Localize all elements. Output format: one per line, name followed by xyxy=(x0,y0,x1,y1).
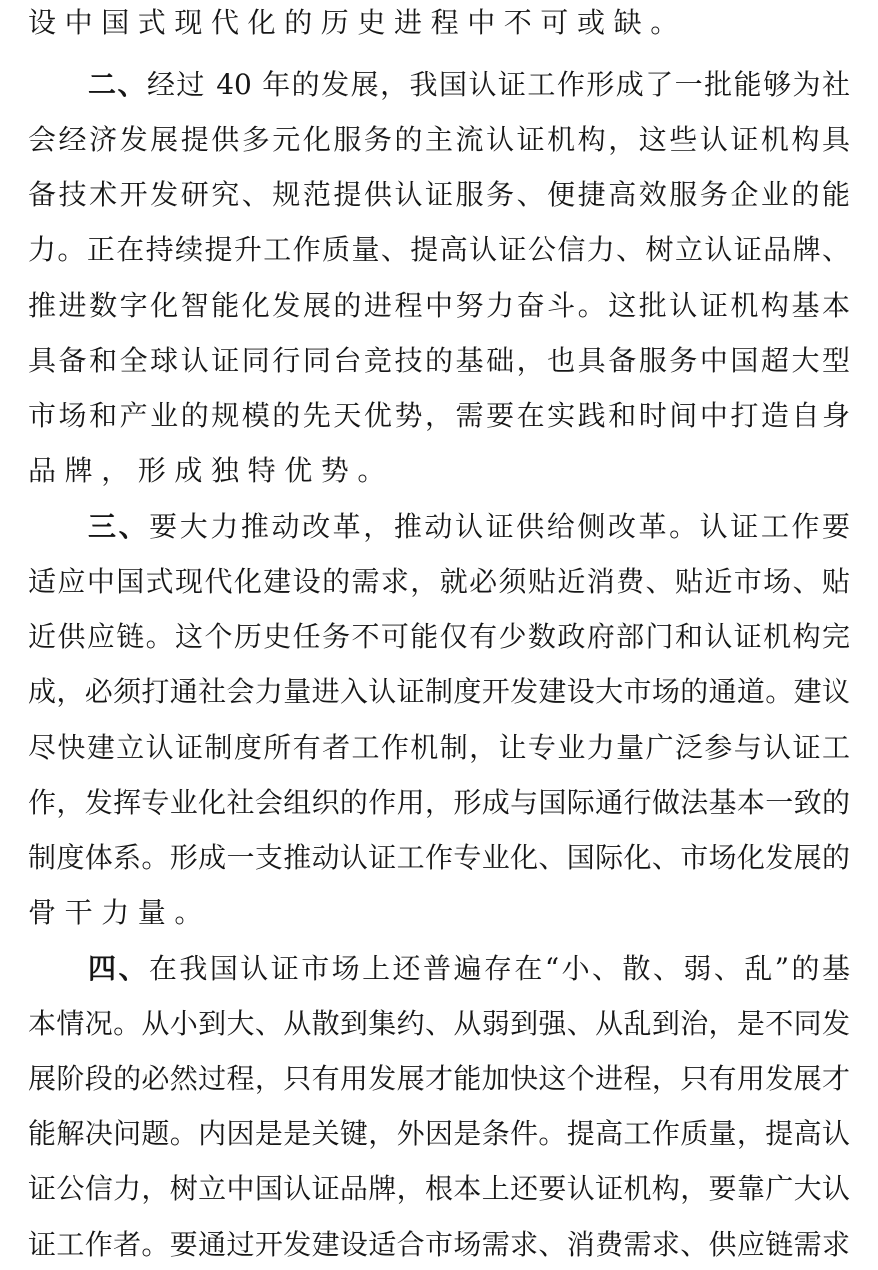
paragraph-2-line-4: 力。正在持续提升工作质量、提高认证公信力、树立认证品牌、 xyxy=(28,233,850,266)
paragraph-3-line-2: 适应中国式现代化建设的需求，就必须贴近消费、贴近市场、贴 xyxy=(28,565,850,598)
section-number-4: 四、 xyxy=(88,952,149,985)
paragraph-4-text: 在我国认证市场上还普遍存在“小、散、弱、乱”的基 xyxy=(148,952,850,985)
paragraph-2-line-7: 市场和产业的规模的先天优势，需要在实践和时间中打造自身 xyxy=(28,399,850,432)
paragraph-4-line-2: 本情况。从小到大、从散到集约、从弱到强、从乱到治，是不同发 xyxy=(28,1007,850,1040)
paragraph-4-line-4: 能解决问题。内因是是关键，外因是条件。提高工作质量，提高认 xyxy=(28,1117,850,1150)
paragraph-3-line-4: 成，必须打通社会力量进入认证制度开发建设大市场的通道。建议 xyxy=(28,675,850,708)
paragraph-2-line-6: 具备和全球认证同行同台竞技的基础，也具备服务中国超大型 xyxy=(28,344,850,377)
paragraph-2-line-5: 推进数字化智能化发展的进程中努力奋斗。这批认证机构基本 xyxy=(28,289,850,322)
paragraph-4-line-3: 展阶段的必然过程，只有用发展才能加快这个进程，只有用发展才 xyxy=(28,1062,850,1095)
paragraph-3-line-3: 近供应链。这个历史任务不可能仅有少数政府部门和认证机构完 xyxy=(28,620,850,653)
paragraph-3-line-1 xyxy=(88,499,850,555)
paragraph-3-line-6: 作，发挥专业化社会组织的作用，形成与国际通行做法基本一致的 xyxy=(28,786,850,819)
paragraph-3-line-7: 制度体系。形成一支推动认证工作专业化、国际化、市场化发展的 xyxy=(28,841,850,874)
paragraph-4-line-5: 证公信力，树立中国认证品牌，根本上还要认证机构，要靠广大认 xyxy=(28,1172,850,1205)
paragraph-1-line-1: 设中国式现代化的历史进程中不可或缺。 xyxy=(28,6,687,39)
paragraph-4-line-6: 证工作者。要通过开发建设适合市场需求、消费需求、供应链需求 xyxy=(28,1228,850,1261)
paragraph-2-line-8: 品牌，形成独特优势。 xyxy=(28,454,395,487)
paragraph-2-line-3: 备技术开发研究、规范提供认证服务、便捷高效服务企业的能 xyxy=(28,178,850,211)
paragraph-3-line-8: 骨干力量。 xyxy=(28,896,212,929)
section-number-2: 二、 xyxy=(88,68,147,101)
paragraph-2-line-1 xyxy=(88,57,850,113)
section-number-3: 三、 xyxy=(88,510,150,543)
paragraph-2-text: 经过 40 年的发展，我国认证工作形成了一批能够为社 xyxy=(146,68,850,101)
paragraph-3-text: 要大力推动改革，推动认证供给侧改革。认证工作要 xyxy=(149,510,850,543)
paragraph-4-line-1 xyxy=(88,941,850,997)
paragraph-3-line-5: 尽快建立认证制度所有者工作机制，让专业力量广泛参与认证工 xyxy=(28,731,850,764)
paragraph-2-line-2: 会经济发展提供多元化服务的主流认证机构，这些认证机构具 xyxy=(28,123,850,156)
